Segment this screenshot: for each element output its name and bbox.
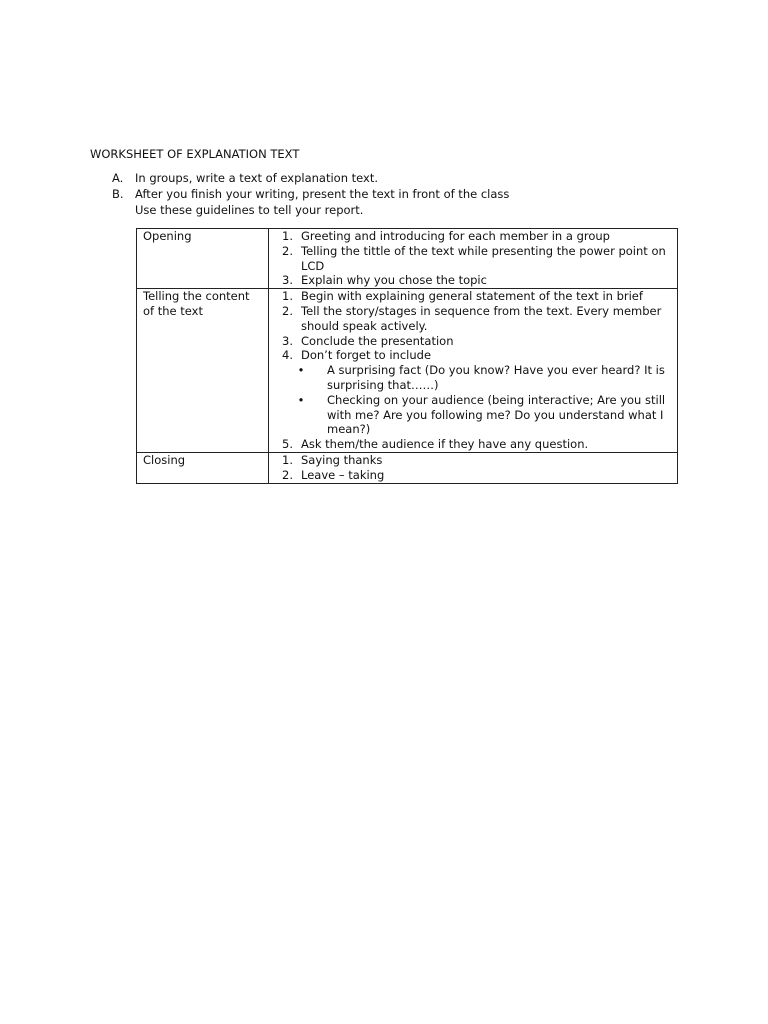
item-text: Saying thanks <box>301 452 383 467</box>
list-item <box>275 453 673 468</box>
item-text: Ask them/the audience if they have any question. <box>301 437 589 452</box>
item-number: 4. <box>282 348 293 363</box>
item-text: Leave – taking <box>301 467 385 482</box>
table-row-opening <box>137 229 678 289</box>
instruction-letter: A. <box>112 171 124 185</box>
sub-bullet-text: A surprising fact (Do you know? Have you ever heard? It is surprising that……) <box>327 363 665 392</box>
row-content <box>269 229 678 289</box>
item-number: 1. <box>282 289 293 304</box>
item-text: Greeting and introducing for each member in a group <box>301 229 610 243</box>
item-number: 2. <box>282 467 293 482</box>
table-row-content <box>137 289 678 453</box>
item-number: 1. <box>282 229 293 243</box>
worksheet-title: WORKSHEET OF EXPLANATION TEXT <box>90 147 300 161</box>
bullet-icon: • <box>297 392 305 407</box>
item-number: 5. <box>282 437 293 452</box>
item-text: Telling the tittle of the text while presenting the power point on LCD <box>301 243 666 273</box>
item-text: Tell the story/stages in sequence from the text. Every member should speak actively. <box>301 303 662 333</box>
instruction-item <box>112 170 509 186</box>
item-text: Don’t forget to include <box>301 348 432 363</box>
list-item <box>275 304 673 334</box>
item-number: 3. <box>282 273 293 288</box>
guidelines-table <box>136 228 678 484</box>
list-item <box>275 289 673 304</box>
item-number: 2. <box>282 243 293 258</box>
list-item <box>275 348 673 363</box>
row-content <box>269 289 678 453</box>
sub-bullet-item <box>275 393 673 437</box>
instruction-continuation: Use these guidelines to tell your report. <box>135 203 364 217</box>
row-label: Closing <box>137 452 269 483</box>
item-text: Begin with explaining general statement of the text in brief <box>301 289 643 304</box>
instruction-item <box>112 186 509 202</box>
bullet-icon: • <box>297 363 305 378</box>
list-item <box>275 334 673 349</box>
list-item <box>275 244 673 274</box>
item-number: 2. <box>282 303 293 318</box>
list-item <box>275 229 673 244</box>
row-label: Opening <box>137 229 269 289</box>
item-number: 3. <box>282 333 293 348</box>
instruction-text: In groups, write a text of explanation text. <box>135 171 378 185</box>
list-item <box>275 468 673 483</box>
instructions-list <box>112 170 509 218</box>
table-row-closing <box>137 452 678 483</box>
item-text: Conclude the presentation <box>301 333 454 348</box>
instruction-text: After you finish your writing, present the text in front of the class <box>135 187 510 201</box>
list-item <box>275 437 673 452</box>
list-item <box>275 273 673 288</box>
sub-bullet-text: Checking on your audience (being interactive; Are you still with me? Are you following me? Do you understand what I mean?) <box>327 392 666 437</box>
sub-bullet-list <box>275 363 673 437</box>
sub-bullet-item <box>275 363 673 393</box>
instruction-letter: B. <box>112 187 124 201</box>
row-content <box>269 452 678 483</box>
item-text: Explain why you chose the topic <box>301 273 487 288</box>
item-number: 1. <box>282 452 293 467</box>
row-label: Telling the content of the text <box>137 289 269 453</box>
